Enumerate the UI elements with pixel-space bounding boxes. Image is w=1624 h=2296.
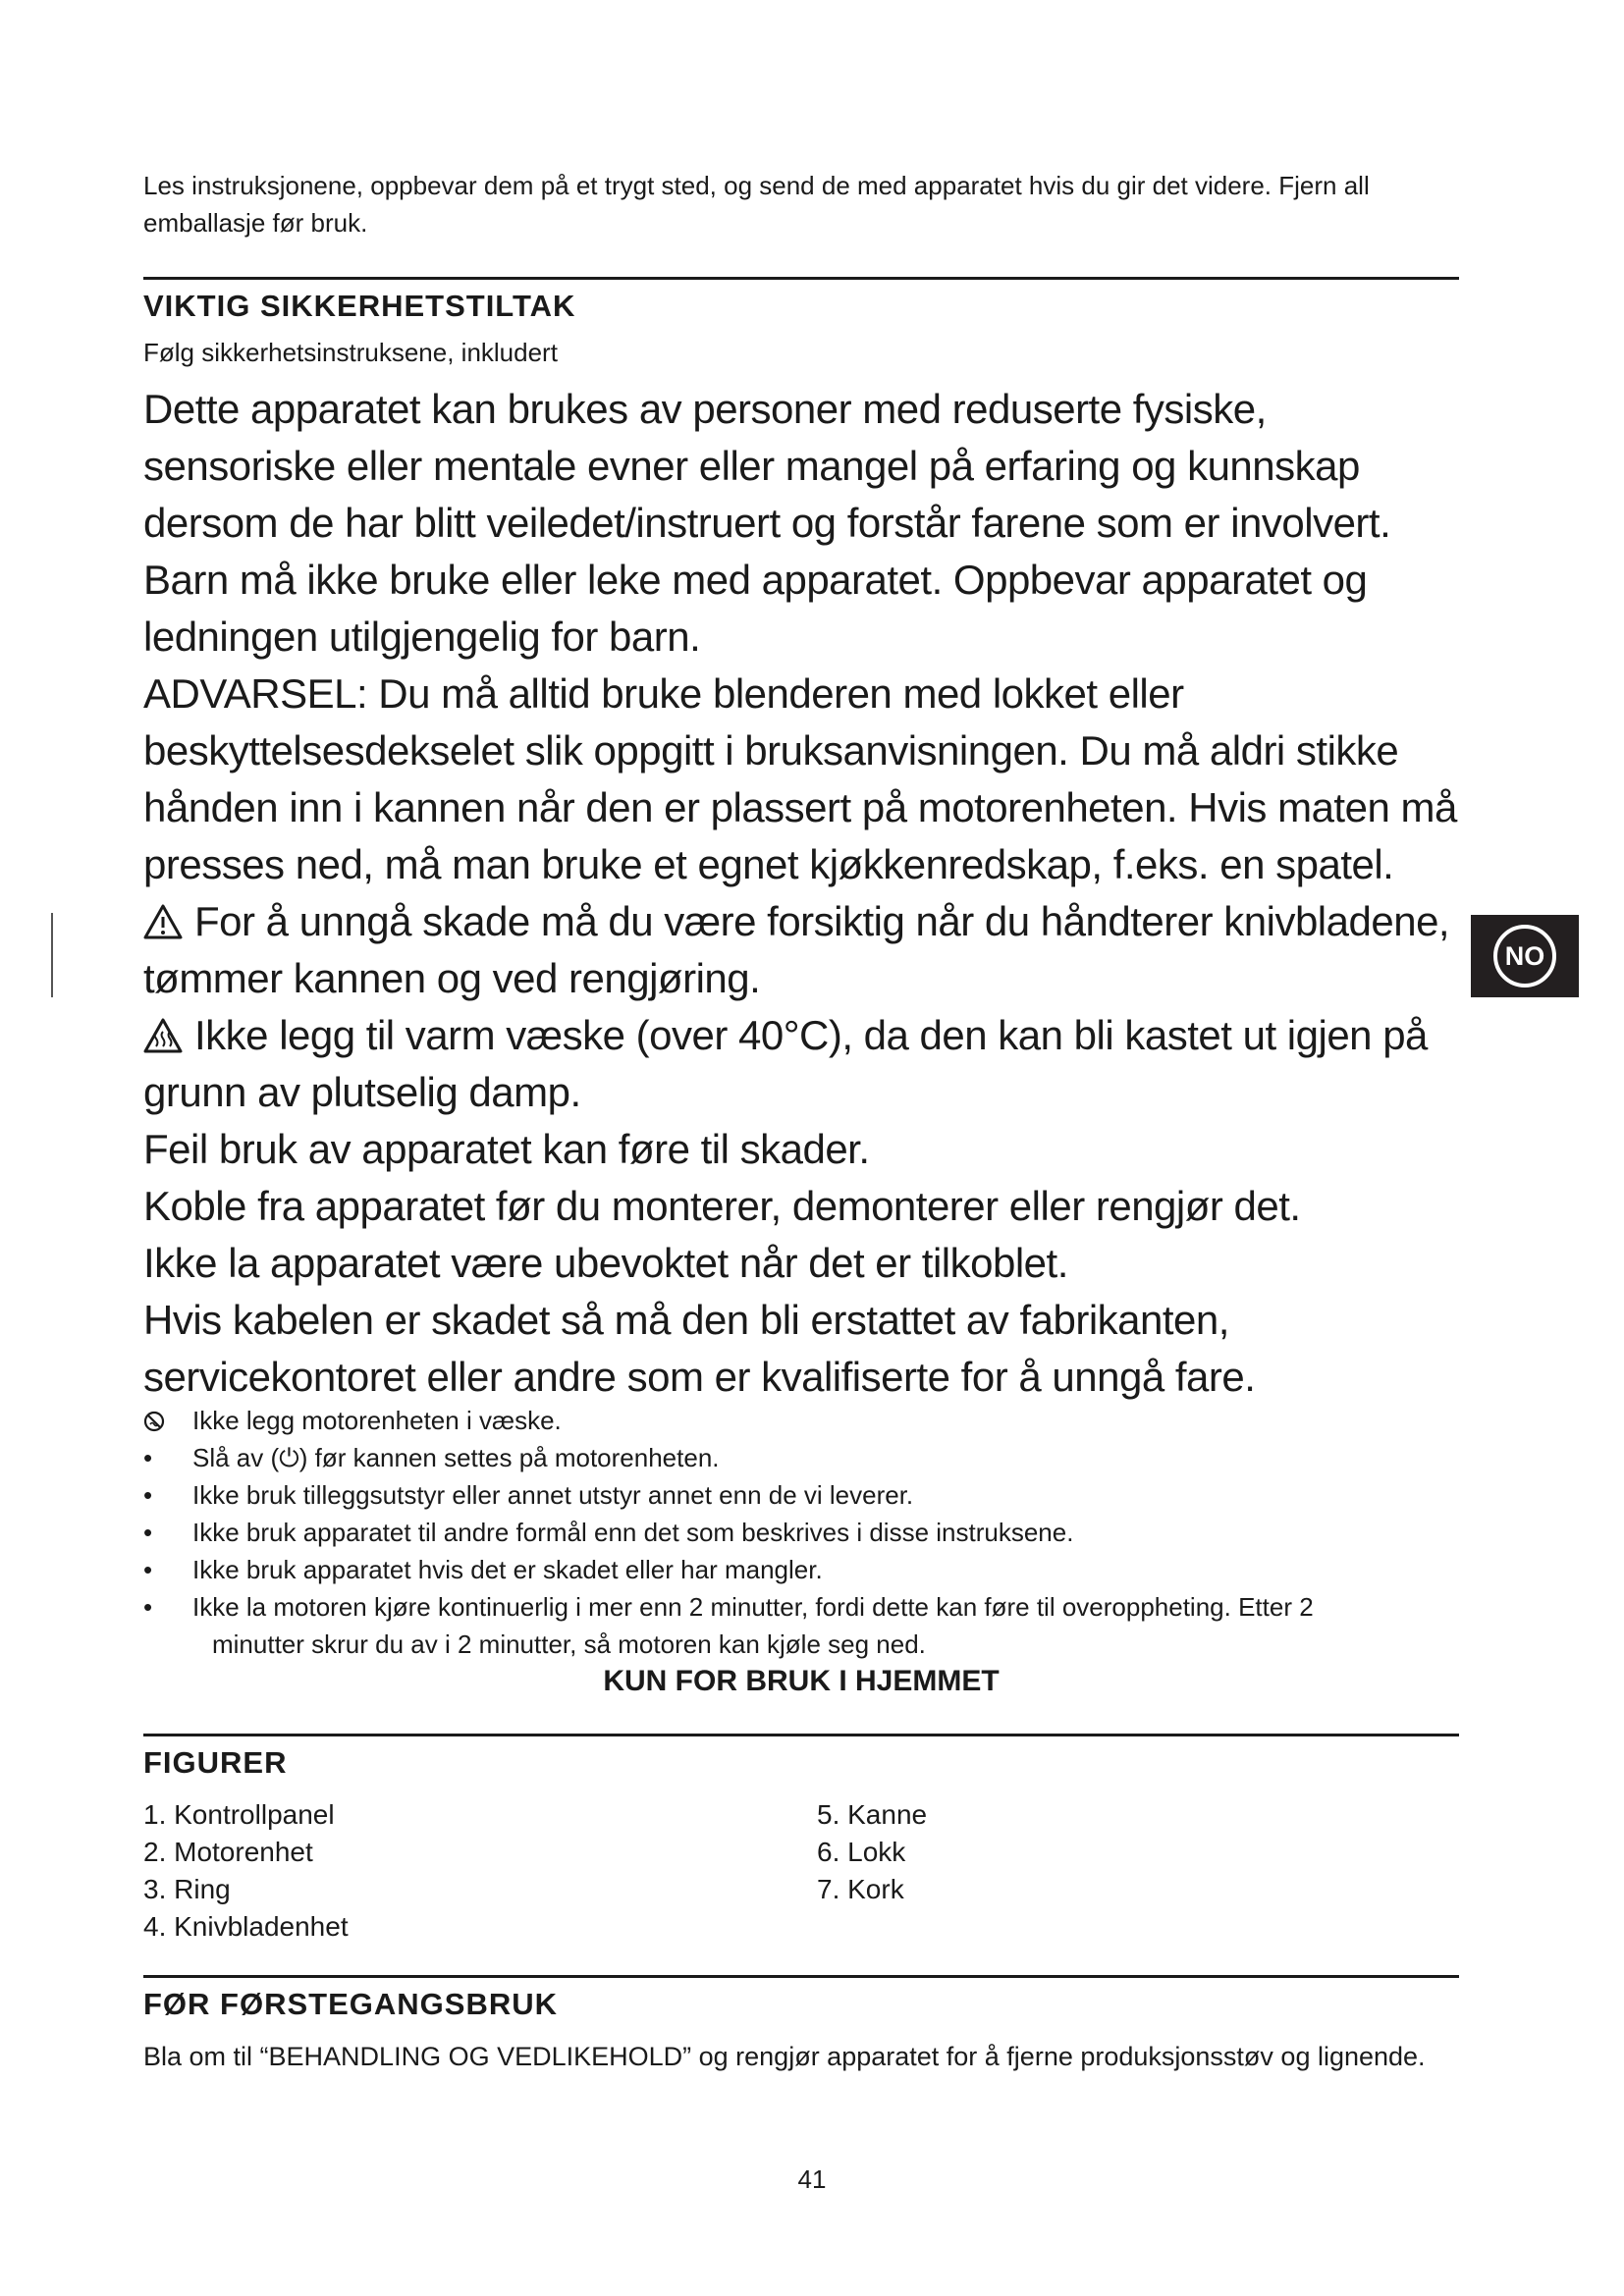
section-divider — [143, 1975, 1459, 1978]
safety-paragraphs — [143, 381, 1459, 1406]
bullet-icon: • — [143, 1480, 153, 1510]
figures-heading: FIGURER — [143, 1745, 288, 1780]
safety-small-list — [143, 1402, 1459, 1663]
home-use-notice: KUN FOR BRUK I HJEMMET — [603, 1665, 1000, 1697]
figure-item: 3. Ring — [143, 1874, 231, 1904]
language-code: NO — [1493, 925, 1556, 988]
safety-paragraph: Koble fra apparatet før du monterer, demonterer eller rengjør det. — [143, 1183, 1301, 1229]
safety-paragraph-hot — [143, 1007, 1459, 1121]
safety-paragraph-warning — [143, 893, 1459, 1007]
figure-item: 4. Knivbladenhet — [143, 1911, 349, 1942]
figure-item: 1. Kontrollpanel — [143, 1799, 335, 1830]
safety-paragraph: Ikke la apparatet være ubevoktet når det er tilkoblet. — [143, 1240, 1068, 1286]
safety-heading: VIKTIG SIKKERHETSTILTAK — [143, 289, 576, 323]
figure-item: 2. Motorenhet — [143, 1837, 313, 1867]
bullet-icon: • — [143, 1592, 153, 1622]
list-item-text: Slå av (⏻) før kannen settes på motorenheten. — [192, 1443, 720, 1472]
section-divider — [143, 277, 1459, 280]
language-badge — [1471, 915, 1579, 997]
page-number: 41 — [797, 2164, 827, 2194]
list-item — [143, 1402, 1459, 1439]
bullet-icon: • — [143, 1443, 153, 1472]
list-item — [143, 1588, 1459, 1626]
bullet-icon: • — [143, 1518, 153, 1547]
list-item — [143, 1476, 1459, 1514]
first-use-heading: FØR FØRSTEGANGSBRUK — [143, 1987, 558, 2021]
bullet-icon: • — [143, 1555, 153, 1584]
safety-paragraph-text: Ikke legg til varm væske (over 40°C), da den kan bli kastet ut igjen på grunn av plutselig damp. — [143, 1012, 1428, 1115]
figure-item: 6. Lokk — [817, 1837, 906, 1867]
safety-paragraph: ADVARSEL: Du må alltid bruke blenderen med lokket eller beskyttelsesdekselet slik oppgitt i bruksanvisningen. Du må aldri stikke hånden inn i kannen når den er plassert på motorenheten. Hvis maten må presses ned, må man bruke et egnet kjøkkenredskap, f.eks. en spatel. — [143, 670, 1457, 887]
list-item — [143, 1514, 1459, 1551]
warning-triangle-icon — [143, 904, 183, 939]
list-item-text: Ikke bruk apparatet til andre formål enn det som beskrives i disse instruksene. — [192, 1518, 1074, 1547]
list-item — [143, 1439, 1459, 1476]
safety-paragraph: Dette apparatet kan brukes av personer med reduserte fysiske, sensoriske eller mentale evner eller mangel på erfaring og kunnskap dersom de har blitt veiledet/instruert og forstår farene som er involvert. Barn må ikke bruke eller leke med apparatet. Oppbevar apparatet og ledningen utilgjengelig for barn. — [143, 386, 1391, 660]
first-use-text: Bla om til “BEHANDLING OG VEDLIKEHOLD” og rengjør apparatet for å fjerne produksjonsstøv og lignende. — [143, 2042, 1426, 2071]
no-immerse-icon — [143, 1402, 183, 1439]
list-item-text: Ikke legg motorenheten i væske. — [192, 1406, 562, 1435]
figure-item: 5. Kanne — [817, 1799, 928, 1830]
margin-mark — [51, 913, 53, 997]
figure-item: 7. Kork — [817, 1874, 904, 1904]
list-item-continuation: minutter skrur du av i 2 minutter, så motoren kan kjøle seg ned. — [212, 1629, 926, 1659]
safety-paragraph-text: For å unngå skade må du være forsiktig når du håndterer knivbladene, tømmer kannen og ved rengjøring. — [143, 898, 1450, 1001]
figures-list-left — [143, 1796, 349, 1946]
list-item-text: Ikke bruk apparatet hvis det er skadet eller har mangler. — [192, 1555, 823, 1584]
safety-paragraph: Hvis kabelen er skadet så må den bli erstattet av fabrikanten, servicekontoret eller andre som er kvalifiserte for å unngå fare. — [143, 1297, 1256, 1400]
list-item-text: Ikke bruk tilleggsutstyr eller annet utstyr annet enn de vi leverer. — [192, 1480, 914, 1510]
figures-list-right — [817, 1796, 927, 1908]
hot-surface-warning-icon — [143, 1018, 183, 1053]
section-divider — [143, 1734, 1459, 1736]
safety-subheading: Følg sikkerhetsinstruksene, inkludert — [143, 338, 558, 367]
list-item-text: Ikke la motoren kjøre kontinuerlig i mer enn 2 minutter, fordi dette kan føre til overoppheting. Etter 2 — [192, 1592, 1314, 1622]
list-item — [143, 1551, 1459, 1588]
safety-paragraph: Feil bruk av apparatet kan føre til skader. — [143, 1126, 870, 1172]
intro-text: Les instruksjonene, oppbevar dem på et trygt sted, og send de med apparatet hvis du gir det videre. Fjern all emballasje før bruk. — [143, 171, 1370, 238]
